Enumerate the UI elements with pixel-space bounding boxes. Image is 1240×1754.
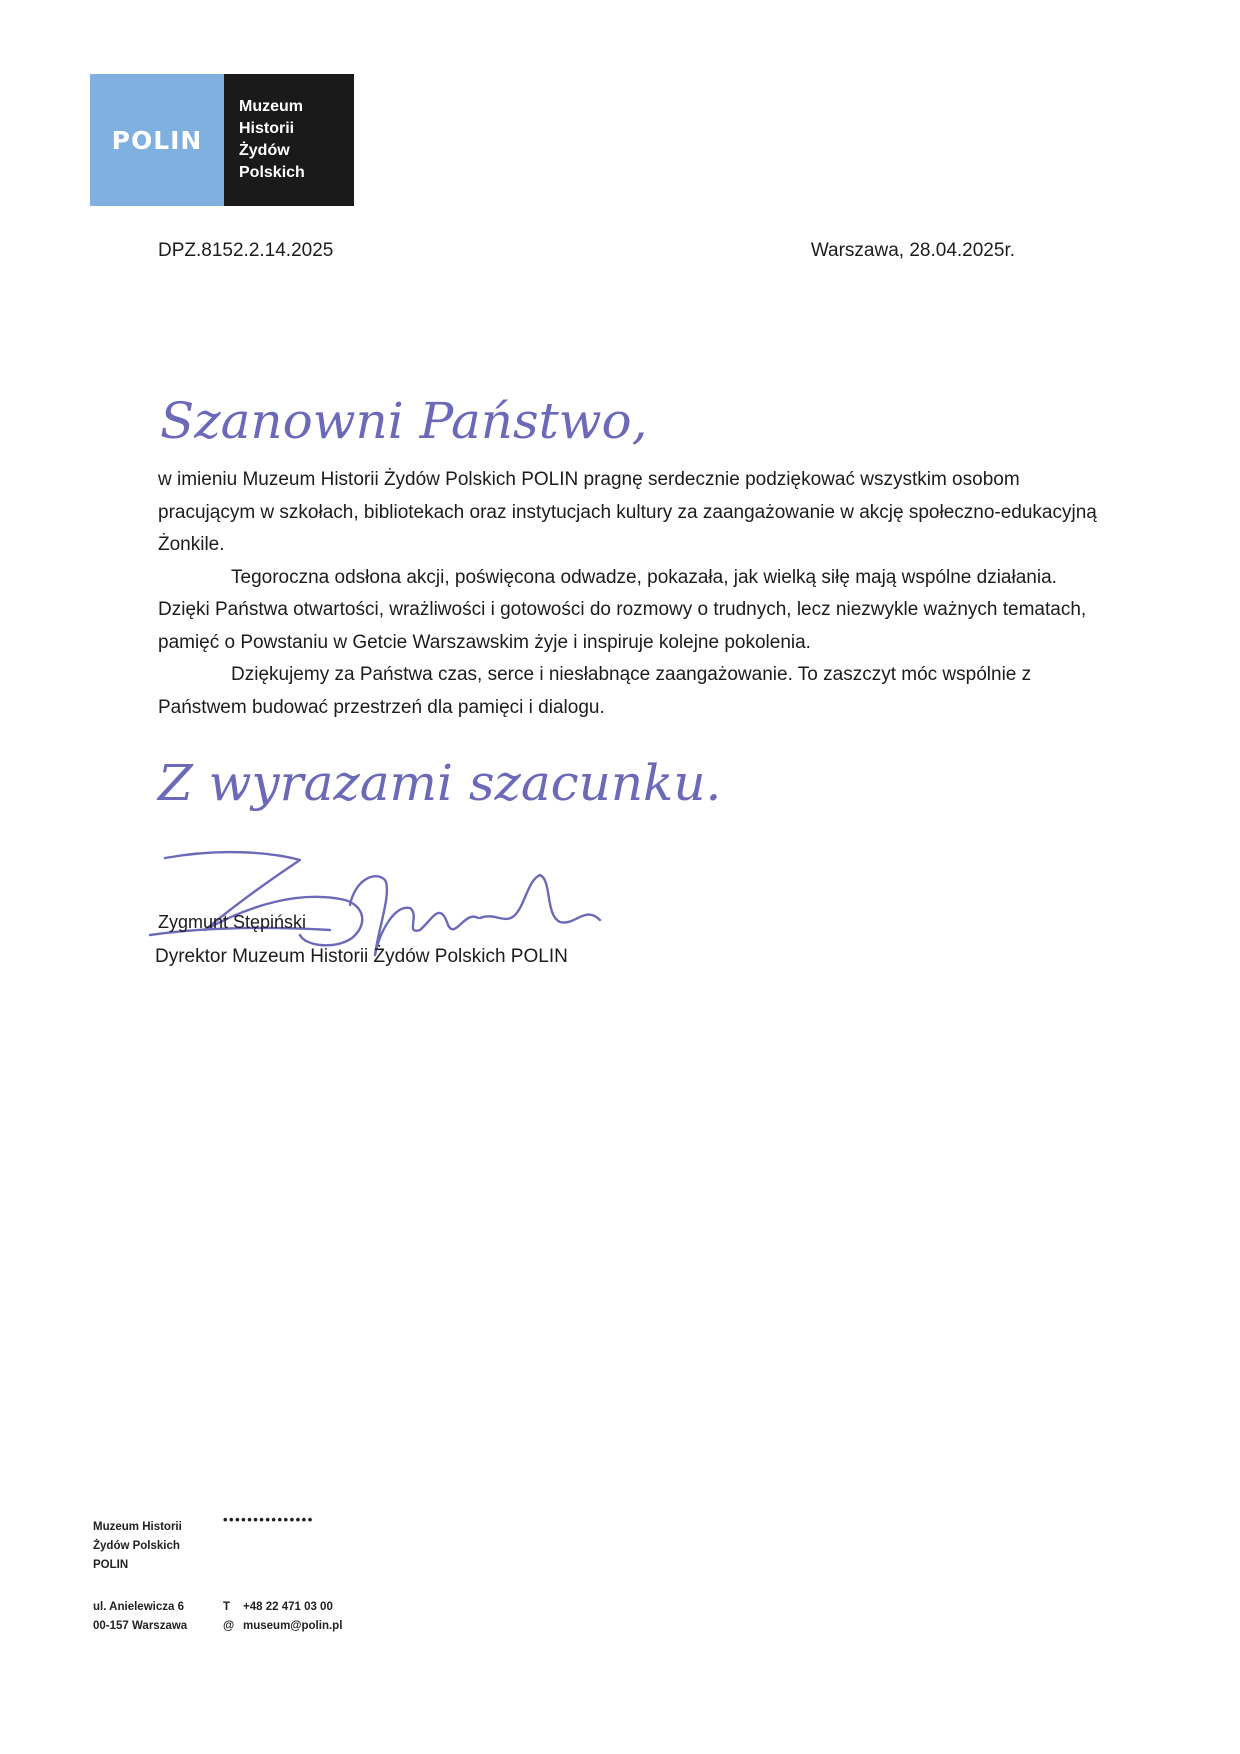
letter-body	[158, 464, 1098, 724]
logo-mark: POLIN	[111, 125, 203, 155]
signature-scrawl	[150, 852, 600, 955]
letter-date: Warszawa, 28.04.2025r.	[810, 240, 1015, 261]
body-paragraph: Dziękujemy za Państwa czas, serce i niesłabnące zaangażowanie. To zaszczyt móc wspólnie z Państwem budować przestrzeń dla pamięci i dialogu.	[158, 664, 1032, 718]
polin-logo	[90, 74, 354, 206]
signatory-name: Zygmunt Stępiński	[158, 912, 307, 932]
logo-text-panel	[224, 74, 354, 206]
footer-email-row	[223, 1617, 342, 1636]
footer-contact	[223, 1598, 342, 1636]
body-paragraph: w imieniu Muzeum Historii Żydów Polskich POLIN pragnę serdecznie podziękować wszystkim osobom pracującym w szkołach, bibliotekach oraz instytucjach kultury za zaangażowanie w akcję społeczno-edukacyjną Żonkile.	[158, 469, 1097, 555]
footer-address-line: ul. Anielewicza 6	[93, 1601, 184, 1613]
body-paragraph: Tegoroczna odsłona akcji, poświęcona odwadze, pokazała, jak wielką siłę mają wspólne działania. Dzięki Państwa otwartości, wrażliwości i gotowości do rozmowy o trudnych, lecz niezwykle ważnych tematach, pamięć o Powstaniu w Getcie Warszawskim żyje i inspiruje kolejne pokolenia.	[158, 566, 1087, 653]
footer-org-line: Żydów Polskich	[93, 1540, 180, 1552]
logo-line: Polskich	[239, 164, 305, 181]
footer-phone-row	[223, 1598, 342, 1617]
logo-mark-panel	[90, 74, 224, 206]
handwritten-salutation: Szanowni Państwo,	[160, 392, 648, 450]
footer-phone: +48 22 471 03 00	[243, 1601, 333, 1613]
handwritten-closing: Z wyrazami szacunku.	[158, 754, 722, 812]
footer-organization	[93, 1518, 223, 1575]
footer-org-line: POLIN	[93, 1559, 129, 1571]
reference-number: DPZ.8152.2.14.2025	[158, 240, 334, 261]
phone-label: T	[223, 1601, 231, 1613]
footer-org-line: Muzeum Historii	[93, 1521, 182, 1533]
logo-line: Historii	[239, 120, 295, 137]
footer-address	[93, 1598, 187, 1636]
logo-line: Muzeum	[239, 98, 303, 115]
logo-line: Żydów	[239, 142, 290, 159]
footer-dots: •••••••••••••••	[223, 1512, 314, 1527]
footer-address-line: 00-157 Warszawa	[93, 1620, 188, 1632]
footer-email: museum@polin.pl	[243, 1620, 343, 1632]
signatory-title: Dyrektor Muzeum Historii Żydów Polskich POLIN	[155, 946, 568, 967]
email-label: @	[223, 1620, 235, 1632]
